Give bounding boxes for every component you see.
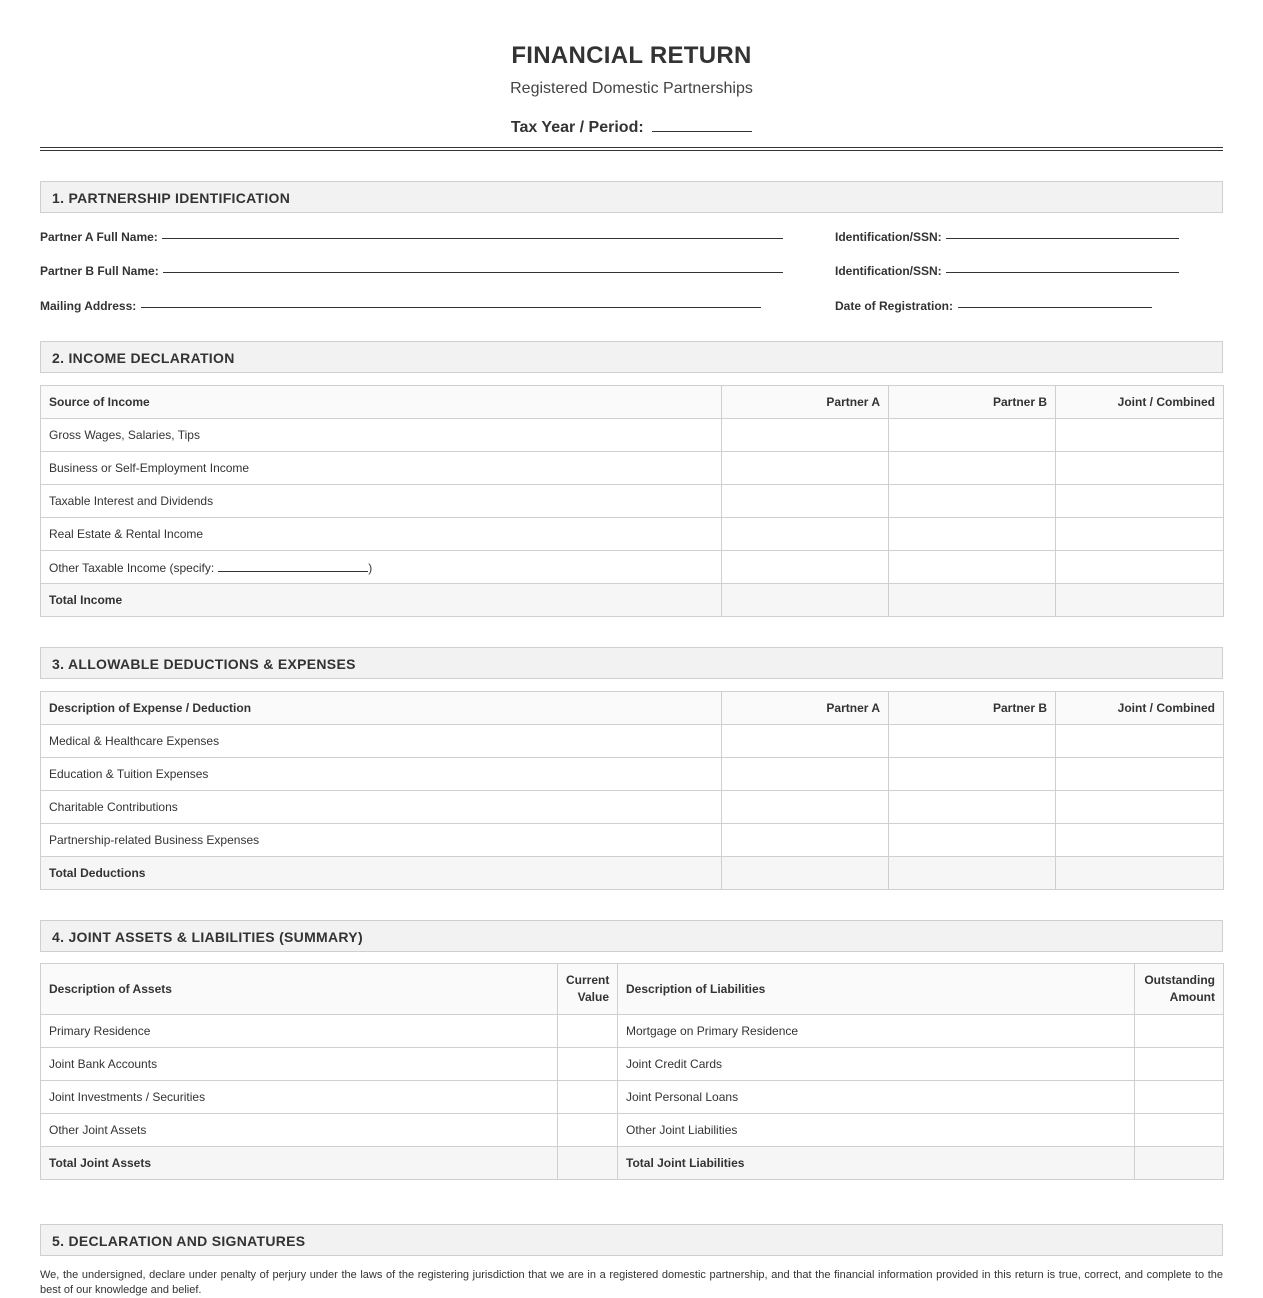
- total-assets-cell[interactable]: [558, 1147, 618, 1180]
- liability-amount-cell[interactable]: [1135, 1081, 1224, 1114]
- mailing-address-label: Mailing Address:: [40, 299, 137, 313]
- column-header: Description of Assets: [41, 964, 558, 1015]
- liability-amount-cell[interactable]: [1135, 1048, 1224, 1081]
- partner-a-cell[interactable]: [722, 518, 889, 551]
- partner-b-cell[interactable]: [889, 824, 1056, 857]
- column-header: Source of Income: [41, 386, 722, 419]
- asset-value-cell[interactable]: [558, 1048, 618, 1081]
- partner-b-total-cell[interactable]: [889, 857, 1056, 890]
- partner-a-total-cell[interactable]: [722, 584, 889, 617]
- column-header: Description of Liabilities: [618, 964, 1135, 1015]
- column-header: Partner B: [889, 692, 1056, 725]
- total-liabilities-label: Total Joint Liabilities: [618, 1147, 1135, 1180]
- joint-total-cell[interactable]: [1056, 584, 1224, 617]
- total-assets-label: Total Joint Assets: [41, 1147, 558, 1180]
- partner-b-total-cell[interactable]: [889, 584, 1056, 617]
- tax-year-field: [40, 117, 1223, 137]
- partner-b-cell[interactable]: [889, 485, 1056, 518]
- partner-a-label: Partner A Full Name:: [40, 230, 158, 244]
- section-5-heading: 5. DECLARATION AND SIGNATURES: [40, 1224, 1223, 1256]
- registration-date-field[interactable]: [958, 307, 1152, 308]
- row-label: Real Estate & Rental Income: [41, 518, 722, 551]
- asset-label: Joint Investments / Securities: [41, 1081, 558, 1114]
- mailing-address-field[interactable]: [141, 307, 761, 308]
- joint-cell[interactable]: [1056, 485, 1224, 518]
- joint-cell[interactable]: [1056, 758, 1224, 791]
- partner-b-cell[interactable]: [889, 791, 1056, 824]
- partner-b-cell[interactable]: [889, 518, 1056, 551]
- form-subtitle: Registered Domestic Partnerships: [510, 80, 753, 97]
- tax-year-blank[interactable]: [652, 117, 752, 132]
- column-header: Joint / Combined: [1056, 692, 1224, 725]
- asset-label: Other Joint Assets: [41, 1114, 558, 1147]
- table-row: [41, 518, 1224, 551]
- total-income-label: Total Income: [41, 584, 722, 617]
- joint-cell[interactable]: [1056, 791, 1224, 824]
- joint-cell[interactable]: [1056, 725, 1224, 758]
- row-label: Medical & Healthcare Expenses: [41, 725, 722, 758]
- income-header-row: [41, 386, 1224, 419]
- partner-b-id-label: Identification/SSN:: [835, 264, 942, 278]
- joint-cell[interactable]: [1056, 452, 1224, 485]
- section-1-heading: 1. PARTNERSHIP IDENTIFICATION: [40, 181, 1223, 213]
- partner-b-name-field[interactable]: [163, 272, 783, 273]
- partner-a-id-field[interactable]: [946, 238, 1179, 239]
- table-row: [41, 1048, 1224, 1081]
- table-row: [41, 1081, 1224, 1114]
- liability-label: Mortgage on Primary Residence: [618, 1015, 1135, 1048]
- asset-label: Joint Bank Accounts: [41, 1048, 558, 1081]
- liability-label: Joint Personal Loans: [618, 1081, 1135, 1114]
- row-label: Education & Tuition Expenses: [41, 758, 722, 791]
- total-row: [41, 1147, 1224, 1180]
- table-row: [41, 725, 1224, 758]
- table-row: [41, 485, 1224, 518]
- row-label: Partnership-related Business Expenses: [41, 824, 722, 857]
- row-label: Taxable Interest and Dividends: [41, 485, 722, 518]
- total-row: [41, 584, 1224, 617]
- partner-b-cell[interactable]: [889, 419, 1056, 452]
- deductions-table: [40, 691, 1224, 890]
- partner-a-cell[interactable]: [722, 485, 889, 518]
- column-header: Partner B: [889, 386, 1056, 419]
- partner-a-cell[interactable]: [722, 824, 889, 857]
- table-row: [41, 452, 1224, 485]
- row-label: Charitable Contributions: [41, 791, 722, 824]
- liability-label: Other Joint Liabilities: [618, 1114, 1135, 1147]
- other-income-specify-field[interactable]: [218, 559, 368, 572]
- other-income-close: ): [368, 561, 373, 575]
- header-divider: [40, 147, 1223, 151]
- section-4-heading: 4. JOINT ASSETS & LIABILITIES (SUMMARY): [40, 920, 1223, 952]
- partner-b-label: Partner B Full Name:: [40, 264, 159, 278]
- partner-a-id-label: Identification/SSN:: [835, 230, 942, 244]
- registration-date-label: Date of Registration:: [835, 299, 954, 313]
- joint-cell[interactable]: [1056, 824, 1224, 857]
- column-header: Description of Expense / Deduction: [41, 692, 722, 725]
- partner-b-cell[interactable]: [889, 452, 1056, 485]
- partner-a-cell[interactable]: [722, 419, 889, 452]
- partner-b-cell[interactable]: [889, 725, 1056, 758]
- liability-amount-cell[interactable]: [1135, 1015, 1224, 1048]
- partner-a-name-field[interactable]: [162, 238, 783, 239]
- other-income-label: Other Taxable Income (specify:: [49, 561, 215, 575]
- total-row: [41, 857, 1224, 890]
- joint-total-cell[interactable]: [1056, 857, 1224, 890]
- partner-a-total-cell[interactable]: [722, 857, 889, 890]
- row-label: Gross Wages, Salaries, Tips: [41, 419, 722, 452]
- partner-a-cell[interactable]: [722, 725, 889, 758]
- row-label-other: [41, 551, 722, 584]
- joint-cell[interactable]: [1056, 551, 1224, 584]
- column-header: Joint / Combined: [1056, 386, 1224, 419]
- asset-value-cell[interactable]: [558, 1114, 618, 1147]
- liability-label: Joint Credit Cards: [618, 1048, 1135, 1081]
- assets-liabilities-table: [40, 963, 1224, 1180]
- partner-b-cell[interactable]: [889, 758, 1056, 791]
- total-liabilities-cell[interactable]: [1135, 1147, 1224, 1180]
- table-row: [41, 551, 1224, 584]
- partner-b-cell[interactable]: [889, 551, 1056, 584]
- declaration-text: We, the undersigned, declare under penalty of perjury under the laws of the registering jurisdiction that we are in a registered domestic partnership, and that the financial information provided in this return is true, correct, and complete to the best of our knowledge and belief.: [40, 1269, 1223, 1296]
- tax-year-label: Tax Year / Period:: [510, 119, 644, 136]
- partner-b-id-field[interactable]: [946, 272, 1179, 273]
- table-row: [41, 419, 1224, 452]
- asset-label: Primary Residence: [41, 1015, 558, 1048]
- table-row: [41, 1015, 1224, 1048]
- joint-cell[interactable]: [1056, 518, 1224, 551]
- table-row: [41, 758, 1224, 791]
- partner-a-cell[interactable]: [722, 758, 889, 791]
- column-header: Current Value: [558, 964, 618, 1015]
- partner-a-cell[interactable]: [722, 551, 889, 584]
- table-row: [41, 1114, 1224, 1147]
- asset-value-cell[interactable]: [558, 1081, 618, 1114]
- form-title: FINANCIAL RETURN: [511, 42, 752, 69]
- asset-value-cell[interactable]: [558, 1015, 618, 1048]
- section-3-heading: 3. ALLOWABLE DEDUCTIONS & EXPENSES: [40, 647, 1223, 679]
- column-header: Partner A: [722, 386, 889, 419]
- liability-amount-cell[interactable]: [1135, 1114, 1224, 1147]
- section-2-heading: 2. INCOME DECLARATION: [40, 341, 1223, 373]
- assets-header-row: [41, 964, 1224, 1015]
- partner-a-cell[interactable]: [722, 452, 889, 485]
- column-header: Outstanding Amount: [1135, 964, 1224, 1015]
- row-label: Business or Self-Employment Income: [41, 452, 722, 485]
- table-row: [41, 791, 1224, 824]
- total-deductions-label: Total Deductions: [41, 857, 722, 890]
- table-row: [41, 824, 1224, 857]
- column-header: Partner A: [722, 692, 889, 725]
- joint-cell[interactable]: [1056, 419, 1224, 452]
- partner-a-cell[interactable]: [722, 791, 889, 824]
- deductions-header-row: [41, 692, 1224, 725]
- income-table: [40, 385, 1224, 617]
